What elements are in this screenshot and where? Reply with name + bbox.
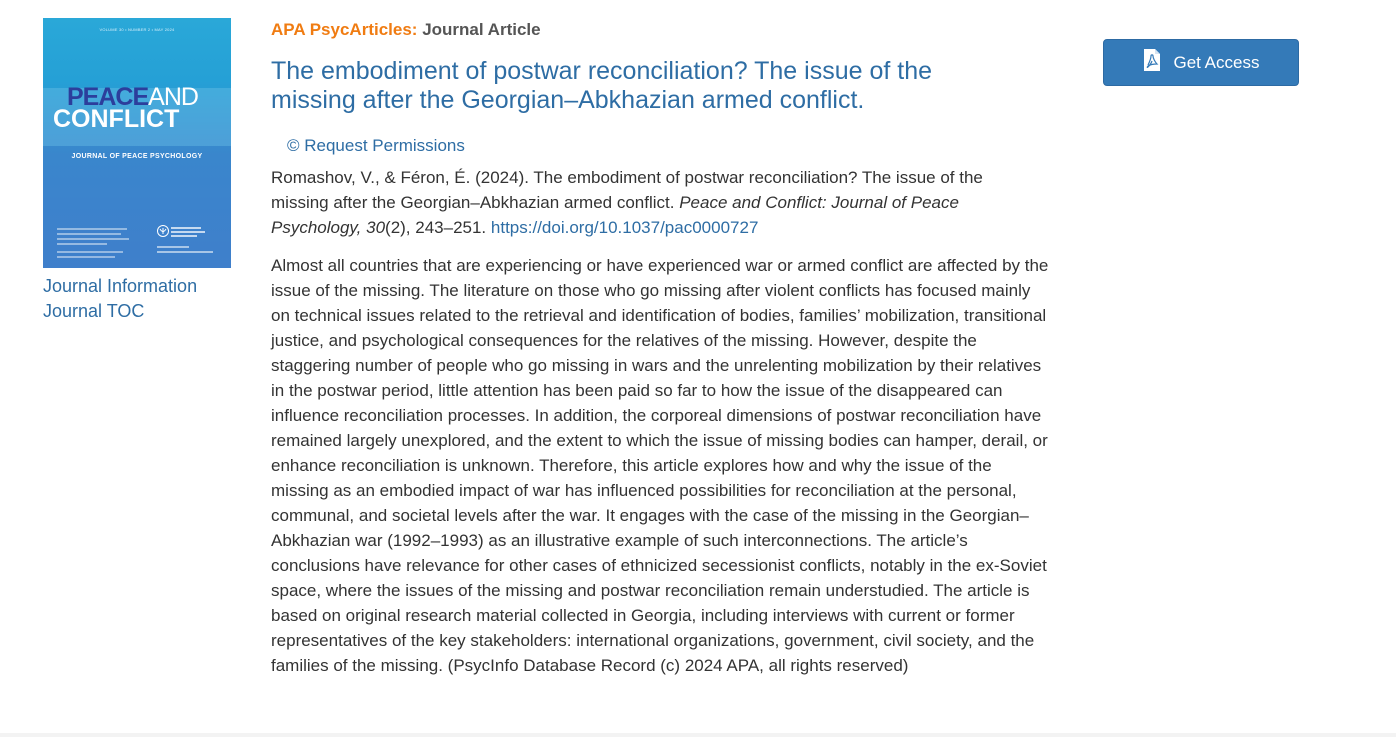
apa-logo-icon	[157, 225, 169, 237]
cover-publisher-mark	[171, 227, 211, 237]
journal-toc-link[interactable]: Journal TOC	[43, 301, 145, 321]
cover-title-line2: CONFLICT	[53, 105, 180, 133]
source-brand: APA PsycArticles:	[271, 20, 418, 39]
get-access-label: Get Access	[1173, 52, 1260, 72]
article-title: The embodiment of postwar reconciliation? The issue of the missing after the Georgian–Abkhazian armed conflict.	[271, 57, 933, 114]
article-source	[271, 18, 1051, 42]
source-type: Journal Article	[422, 20, 541, 39]
page-bottom-rule	[0, 733, 1396, 737]
pdf-file-icon	[1143, 48, 1161, 72]
journal-information-link[interactable]: Journal Information	[43, 276, 198, 296]
cover-title-and: AND	[148, 83, 198, 111]
article-abstract: Almost all countries that are experiencing or have experienced war or armed conflict are affected by the issue of the missing. The literature on those who go missing after violent conflicts has focused mainly on technical issues related to the retrieval and identification of bodies, families’ mobilization, transitional justice, and psychological consequences for the relatives of the missing. However, despite the staggering number of people who go missing in wars and the unrelenting mobilization by their relatives in the postwar period, little attention has been paid so far to how the issue of the disappeared can influence reconciliation processes. In addition, the corporeal dimensions of postwar reconciliation have remained largely unexplored, and the extent to which the issue of missing bodies can hamper, derail, or enhance reconciliation is unknown. Therefore, this article explores how and why the issue of the missing as an embodied impact of war has influenced possibilities for reconciliation at the personal, communal, and societal levels after the war. It engages with the case of the missing in the Georgian–Abkhazian war (1992–1993) as an illustrative example of such interconnections. The article’s conclusions have relevance for other cases of ethnicized secessionist conflicts, notably in the ex-Soviet space, where the issues of the missing and postwar reconciliation remain understudied. The article is based on original research material collected in Georgia, including interviews with current or former representatives of the key stakeholders: international organizations, government, civil society, and the families of the missing. (PsycInfo Database Record (c) 2024 APA, all rights reserved)	[271, 256, 1049, 675]
cover-issn-lines	[157, 246, 213, 253]
citation-authors-title: Romashov, V., & Féron, É. (2024). The embodiment of postwar reconciliation? The issue of the missing after the Georgian–Abkhazian armed conflict.	[271, 168, 983, 212]
journal-cover-image[interactable]	[43, 18, 231, 268]
doi-link[interactable]: https://doi.org/10.1037/pac0000727	[490, 218, 759, 237]
cover-subtitle: JOURNAL OF PEACE PSYCHOLOGY	[71, 153, 203, 160]
request-permissions-link[interactable]: © Request Permissions	[287, 136, 465, 155]
article-main	[271, 18, 1051, 678]
article-citation	[271, 165, 1031, 240]
cover-title-word1: PEACE	[67, 83, 149, 111]
citation-journal-volume: Peace and Conflict: Journal of Peace Psychology, 30	[271, 193, 959, 237]
citation-issue-pages: (2), 243–251.	[385, 218, 487, 237]
get-access-button[interactable]	[1103, 39, 1299, 86]
cover-volume-line: VOLUME 30 • NUMBER 2 • MAY 2024	[99, 27, 175, 32]
cover-fine-print	[57, 228, 137, 258]
